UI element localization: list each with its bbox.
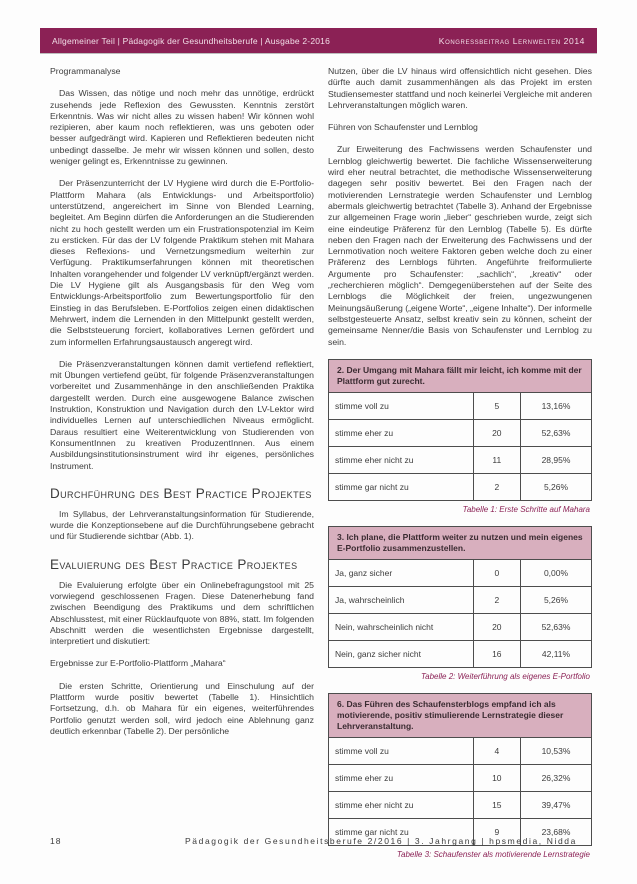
subheading-fuehren: Führen von Schaufenster und Lernblog <box>328 122 478 133</box>
table-caption: Tabelle 3: Schaufenster als motivierende Lernstrategie <box>396 849 590 859</box>
table-cell: stimme eher zu <box>329 764 474 791</box>
section-heading-durchfuehrung: Durchführung des Best Practice Projektes <box>50 485 312 501</box>
header-congress-label: Kongressbeitrag Lernwelten 2014 <box>438 35 585 46</box>
table-cell: 20 <box>473 419 520 446</box>
table-cell: Ja, wahrscheinlich <box>329 586 474 613</box>
table-body <box>329 392 592 500</box>
table-cell: 15 <box>473 791 520 818</box>
table-row <box>329 613 592 640</box>
table-cell: 42,11% <box>520 640 591 667</box>
table-cell: stimme gar nicht zu <box>329 473 474 500</box>
table-cell: stimme gar nicht zu <box>329 818 474 845</box>
table-cell: 52,63% <box>520 613 591 640</box>
table-row <box>329 791 592 818</box>
table-cell: 11 <box>473 446 520 473</box>
table-cell: 0,00% <box>520 559 591 586</box>
page-footer <box>50 836 592 846</box>
table-cell: 20 <box>473 613 520 640</box>
table-cell: stimme eher zu <box>329 419 474 446</box>
table-cell: 5,26% <box>520 586 591 613</box>
footer-journal-line: Pädagogik der Gesundheitsberufe 2/2016 | 3. Jahrgang | hpsmedia, Nidda <box>185 836 577 846</box>
header-section-label: Allgemeiner Teil | Pädagogik der Gesundheitsberufe | Ausgabe 2-2016 <box>52 35 331 46</box>
table-row <box>329 473 592 500</box>
table-cell: 52,63% <box>520 419 591 446</box>
survey-table-continue-platform <box>328 526 592 668</box>
paragraph: Das Wissen, das nötige und noch mehr das unnötige, erdrückt zusehends jede Reflexion des Gewussten. Kenntnis zerstört Erkenntnis. Was wir nicht alles zu wissen haben! Wir können wohl rezipieren, aber kaum noch reflektieren, was uns geboten oder besser aufgedrängt wird. Kapieren und Reflektieren bedeuten nicht unbedingt dasselbe. Je mehr wir wissen können und sollen, desto weniger gelingt es, Erkenntnisse zu gewinnen. <box>50 88 314 167</box>
table-row <box>329 586 592 613</box>
table-cell: stimme voll zu <box>329 737 474 764</box>
table-cell: stimme voll zu <box>329 392 474 419</box>
table-cell: 10 <box>473 764 520 791</box>
paragraph: Nutzen, über die LV hinaus wird offensichtlich nicht gesehen. Dies dürfte auch damit zusammenhängen als das Projekt im ersten Studiensemester stattfand und noch keinerlei Vergleiche mit anderen Lehrveranstaltungen möglich waren. <box>328 66 592 110</box>
table-cell: 9 <box>473 818 520 845</box>
table-cell: 26,32% <box>520 764 591 791</box>
table-row <box>329 559 592 586</box>
table-cell: 28,95% <box>520 446 591 473</box>
table-row <box>329 764 592 791</box>
table-cell: 0 <box>473 559 520 586</box>
table-cell: Nein, ganz sicher nicht <box>329 640 474 667</box>
table-row <box>329 392 592 419</box>
table-row <box>329 737 592 764</box>
paragraph: Die Präsenzveranstaltungen können damit vertiefend reflektiert, mit Übungen vertiefend geübt, für folgende Präsenzveranstaltungen vorbereitet und Zusammenhänge in den anschließenden Praktika dargestellt werden. Durch eine ausgewogene Balance zwischen Instruktion, Konstruktion und Navigation durch den LV-Lektor wird individuelles Lernen auf unterschiedlichen Niveaus ermöglicht. Daraus resultiert eine Weiterentwicklung von Studierenden von KonsumentInnen zu kreativen ProduzentInnen. Aus einem Ausbildungsinstitutionsinstrument wird ihr eigenes, persönliches Instrument. <box>50 358 314 471</box>
left-column <box>50 66 314 871</box>
table-title: 6. Das Führen des Schaufensterblogs empfand ich als motivierende, positiv stimulierende Lernstrategie dieser Lehrveranstaltung. <box>329 693 592 737</box>
table-cell: 2 <box>473 473 520 500</box>
table-cell: 16 <box>473 640 520 667</box>
survey-table-mahara-usage <box>328 359 592 501</box>
table-cell: 13,16% <box>520 392 591 419</box>
paragraph: Im Syllabus, der Lehrveranstaltungsinformation für Studierende, wurde die Konzeptionsebene auf die Durchführungsebene gebracht und für Studierende sichtbar (Abb. 1). <box>50 508 314 542</box>
table-cell: stimme eher nicht zu <box>329 446 474 473</box>
right-column <box>328 66 592 871</box>
table-title: 3. Ich plane, die Plattform weiter zu nutzen und mein eigenes E-Portfolio zusammenzustellen. <box>329 526 592 559</box>
table-body <box>329 559 592 667</box>
table-caption: Tabelle 2: Weiterführung als eigenes E-Portfolio <box>421 671 590 681</box>
paragraph: Die ersten Schritte, Orientierung und Einschulung auf der Plattform wurde positiv bewertet (Tabelle 1). Hinsichtlich Fortsetzung, d.h. ob Mahara für ein eigenes, weiterführendes Portfolio genutzt werden soll, wird jedoch eine Ablehnung ganz deutlich erkennbar (Tabelle 2). Der persönliche <box>50 680 314 736</box>
table-row <box>329 419 592 446</box>
table-row <box>329 446 592 473</box>
table-cell: 2 <box>473 586 520 613</box>
table-cell: 5,26% <box>520 473 591 500</box>
page-header-bar <box>40 28 597 53</box>
table-cell: stimme eher nicht zu <box>329 791 474 818</box>
table-cell: Nein, wahrscheinlich nicht <box>329 613 474 640</box>
table-cell: 23,68% <box>520 818 591 845</box>
paragraph: Der Präsenzunterricht der LV Hygiene wird durch die E-Portfolio-Plattform Mahara (als Entwicklungs- und Arbeitsportfolio) unterstützend, angereichert im Sinne von Blended Learning, begleitet. Am Beginn dürfen die Anforderungen an die Studierenden nicht zu hoch gestellt werden um ein Frustrationspotenzial im Keim zu ersticken. Für das der LV folgende Praktikum stehen mit Mahara dieses Reflexions- und Vernetzungsmedium weiterhin zur Verfügung. Praktikumserfahrungen können mit theoretischen Inhalten vorangehender und folgender LV verknüpft/ergänzt werden. Die LV Hygiene gilt als Ausgangsbasis für den Weg vom Entwicklungs-Arbeitsportfolio zum Bewertungsportfolio für den Einstieg in das Berufsleben. E-Portfolios zeigen einen didaktischen Mehrwert, indem die Lernenden in den Mittelpunkt gestellt werden, die Selbststeuerung forciert, kollaboratives Lernen gefördert und zum informellen Erfahrungsaustausch angeregt wird. <box>50 178 314 347</box>
subheading-programmanalyse: Programmanalyse <box>50 66 121 76</box>
table-body <box>329 737 592 845</box>
paragraph: Zur Erweiterung des Fachwissens werden Schaufenster und Lernblog gleichwertig bewertet. Die fachliche Wissenserweiterung wird eher neutral betrachtet, die methodische Wissenserweiterung dagegen sehr positiv bewertet. Bei den Fragen nach der motivierenden Lernstrategie werden Schaufenster und Lernblog abermals gleichwertig betrachtet (Tabelle 3). Anhand der Ergebnisse zur allgemeinen Frage worin „lieber“ geschrieben wurde, zeigt sich eine eindeutige Präferenz für den Lernblog (Tabelle 5). Es dürfte neben den Fragen nach der Erweiterung des Fachwissens und der Lernmotivation noch weitere Faktoren geben welche doch zu einer Präferenz des Lernblogs führten. Angeführte freiformulierte Argumente pro Schaufenster: „sachlich“, „kreativ“ oder „recherchieren möglich“. Demgegenüberstehen auf der Seite des Lernblogs die Möglichkeit der freien, ungezwungenen Meinungsäußerung („eigene Worte“, „eigene Inhalte“). Der informelle selbstgesteuerte Ansatz, selbst kreativ sein zu können, scheint der gemeinsame Nenner/die Basis von Schaufenster und Lernblog zu sein. <box>328 144 592 347</box>
survey-table-schaufensterblog <box>328 693 592 846</box>
page-number: 18 <box>50 836 62 846</box>
paragraph: Die Evaluierung erfolgte über ein Onlinebefragungstool mit 25 vorwiegend geschlossenen Fragen. Diese Datenerhebung fand zwischen Beendigung des Praktikums und dem schriftlichen Abschlusstest, mit einer Rücklaufquote von 88%, statt. Im folgenden Abschnitt werden die wesentlichsten Ergebnisse dargestellt, interpretiert und diskutiert: <box>50 579 314 647</box>
table-caption: Tabelle 1: Erste Schritte auf Mahara <box>462 504 590 514</box>
table-cell: 39,47% <box>520 791 591 818</box>
table-cell: 4 <box>473 737 520 764</box>
table-title: 2. Der Umgang mit Mahara fällt mir leicht, ich komme mit der Plattform gut zurecht. <box>329 359 592 392</box>
table-row <box>329 640 592 667</box>
table-cell: 10,53% <box>520 737 591 764</box>
section-heading-evaluierung: Evaluierung des Best Practice Projektes <box>50 556 298 572</box>
table-cell: 5 <box>473 392 520 419</box>
two-column-body <box>50 66 592 871</box>
subheading-ergebnisse: Ergebnisse zur E-Portfolio-Plattform „Mahara“ <box>50 658 226 669</box>
table-cell: Ja, ganz sicher <box>329 559 474 586</box>
